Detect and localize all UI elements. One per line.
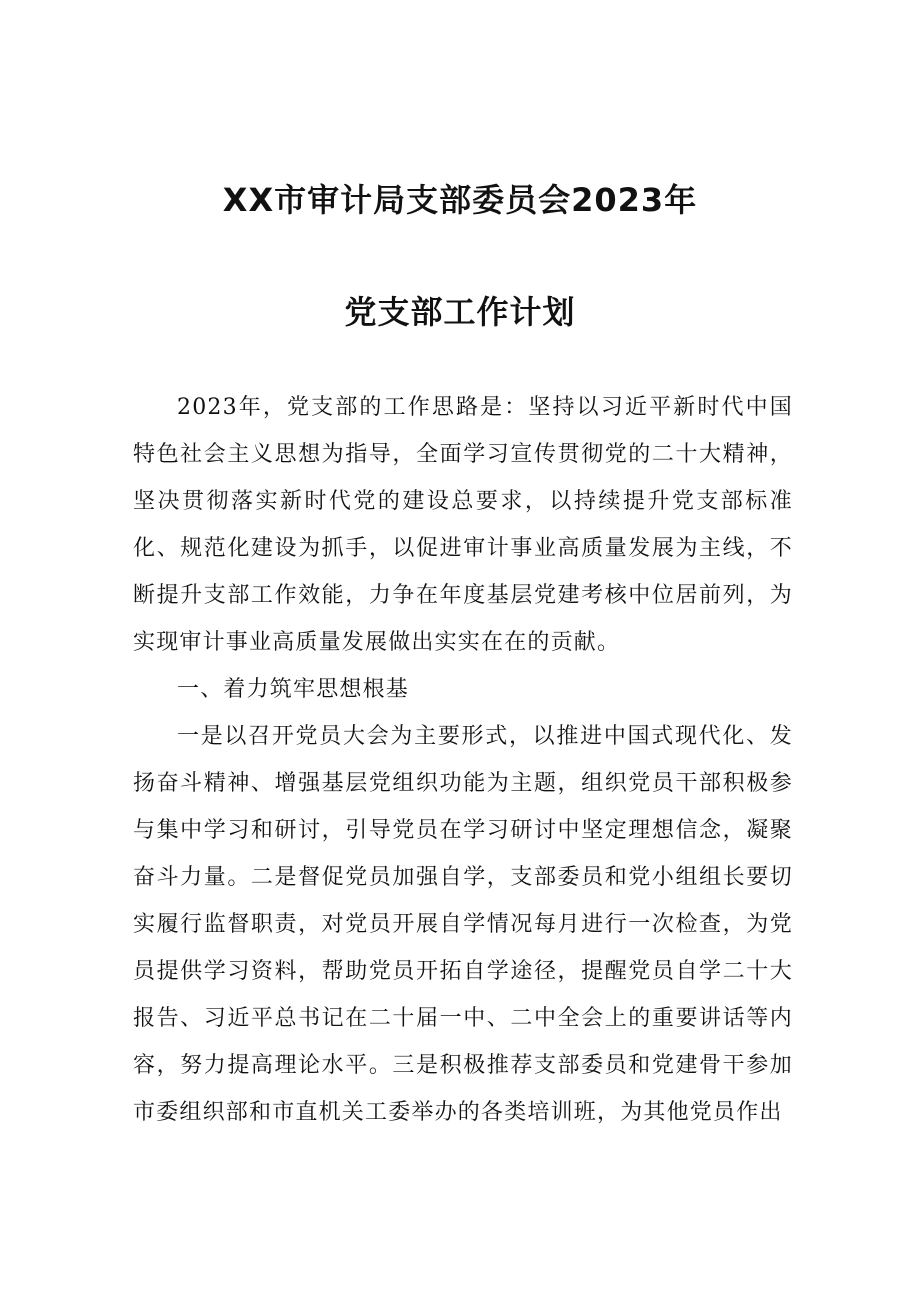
paragraph-section-1: 一是以召开党员大会为主要形式，以推进中国式现代化、发扬奋斗精神、增强基层党组织功能为主题，组织党员干部积极参与集中学习和研讨，引导党员在学习研讨中坚定理想信念，凝聚奋斗力量。二是督促党员加强自学，支部委员和党小组组长要切实履行监督职责，对党员开展自学情况每月进行一次检查，为党员提供学习资料，帮助党员开拓自学途径，提醒党员自学二十大报告、习近平总书记在二十届一中、二中全会上的重要讲话等内容，努力提高理论水平。三是积极推荐支部委员和党建骨干参加市委组织部和市直机关工委举办的各类培训班，为其他党员作出 bbox=[133, 724, 793, 1125]
document-body bbox=[133, 384, 793, 1136]
document-title-line-1: XX市审计局支部委员会2023年 bbox=[222, 181, 698, 219]
paragraph-intro: 2023年，党支部的工作思路是：坚持以习近平新时代中国特色社会主义思想为指导，全面学习宣传贯彻党的二十大精神，坚决贯彻落实新时代党的建设总要求，以持续提升党支部标准化、规范化建设为抓手，以促进审计事业高质量发展为主线，不断提升支部工作效能，力争在年度基层党建考核中位居前列，为实现审计事业高质量发展做出实实在在的贡献。 bbox=[133, 395, 793, 655]
document-title-line-2: 党支部工作计划 bbox=[344, 293, 576, 331]
section-heading: 一、着力筑牢思想根基 bbox=[177, 677, 410, 702]
